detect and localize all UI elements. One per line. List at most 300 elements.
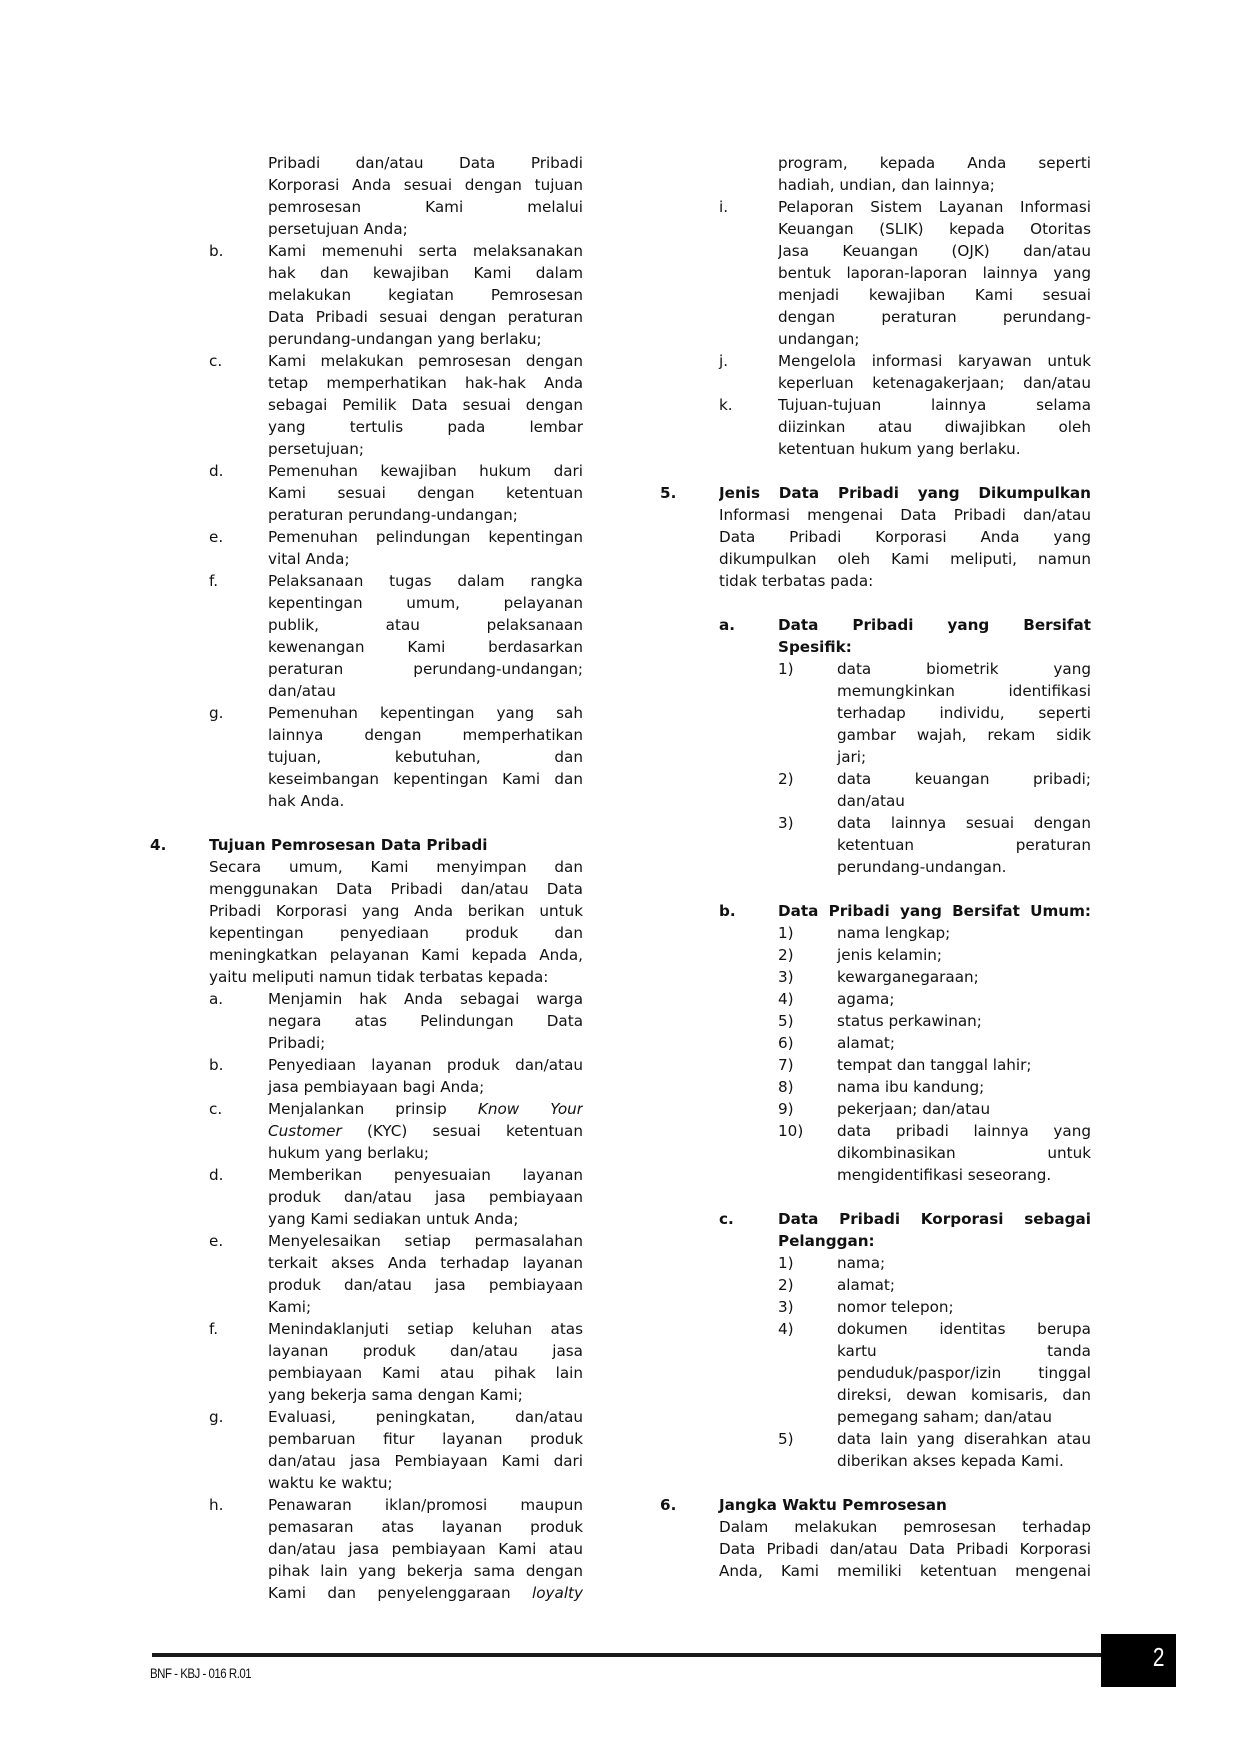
body-text: pekerjaan; dan/atau: [837, 1100, 991, 1118]
text-line: [660, 1384, 1091, 1406]
section-heading: Data Pribadi Korporasi sebagai: [778, 1210, 1091, 1228]
list-item-row: [660, 482, 1091, 504]
section-heading: Spesifik:: [778, 638, 852, 656]
text-line: [150, 680, 583, 702]
list-label: b.: [719, 902, 736, 920]
list-item-row: [660, 944, 1091, 966]
list-item-row: [150, 526, 583, 548]
body-text: Korporasi Anda sesuai dengan tujuan: [268, 176, 583, 194]
body-text: hukum yang berlaku;: [268, 1144, 430, 1162]
text-line: [150, 614, 583, 636]
text-line: [660, 1340, 1091, 1362]
body-text: Secara umum, Kami menyimpan dan: [209, 858, 583, 876]
text-line: [660, 284, 1091, 306]
body-text: penduduk/paspor/izin tinggal: [837, 1364, 1091, 1382]
text-line: [150, 1296, 583, 1318]
text-line: [150, 1010, 583, 1032]
text-line: [660, 834, 1091, 856]
list-item-row: [660, 350, 1091, 372]
text-line: [150, 944, 583, 966]
body-text: memungkinkan identifikasi: [837, 682, 1091, 700]
body-text: Pemenuhan kepentingan yang sah: [268, 704, 583, 722]
text-line: [660, 1362, 1091, 1384]
text-line: [660, 460, 1091, 482]
text-line: [660, 174, 1091, 196]
body-text: direksi, dewan komisaris, dan: [837, 1386, 1091, 1404]
section-heading: Data Pribadi yang Bersifat: [778, 616, 1091, 634]
footer-divider: [152, 1653, 1102, 1657]
text-line: [150, 328, 583, 350]
list-item-row: [150, 1098, 583, 1120]
text-line: [150, 592, 583, 614]
list-item-row: [150, 240, 583, 262]
text-line: [660, 1406, 1091, 1428]
text-line: [150, 306, 583, 328]
text-line: [150, 372, 583, 394]
body-text: produk dan/atau jasa pembiayaan: [268, 1188, 583, 1206]
body-text: yang bekerja sama dengan Kami;: [268, 1386, 523, 1404]
text-line: [660, 1230, 1091, 1252]
body-text: Pelaksanaan tugas dalam rangka: [268, 572, 583, 590]
text-line: [150, 1472, 583, 1494]
list-label: g.: [209, 704, 224, 722]
text-line: [660, 878, 1091, 900]
body-text: Kami melakukan pemrosesan dengan: [268, 352, 583, 370]
list-label: c.: [209, 352, 223, 370]
body-text: menggunakan Data Pribadi dan/atau Data: [209, 880, 583, 898]
text-line: [660, 1472, 1091, 1494]
text-line: [660, 1164, 1091, 1186]
text-line: [660, 1142, 1091, 1164]
body-text: dan/atau jasa Pembiayaan Kami dari: [268, 1452, 583, 1470]
body-text: dengan peraturan perundang-: [778, 308, 1091, 326]
body-text: publik, atau pelaksanaan: [268, 616, 583, 634]
list-item-row: [660, 922, 1091, 944]
body-text: Customer (KYC) sesuai ketentuan: [268, 1122, 583, 1140]
list-label: 4.: [150, 836, 167, 854]
body-text: kewarganegaraan;: [837, 968, 979, 986]
body-text: negara atas Pelindungan Data: [268, 1012, 583, 1030]
text-line: [660, 1538, 1091, 1560]
list-item-row: [660, 1318, 1091, 1340]
list-label: j.: [719, 352, 729, 370]
body-text: Tujuan-tujuan lainnya selama: [778, 396, 1091, 414]
body-text: Data Pribadi sesuai dengan peraturan: [268, 308, 583, 326]
body-text: Pemenuhan kewajiban hukum dari: [268, 462, 583, 480]
body-text: data keuangan pribadi;: [837, 770, 1091, 788]
list-label: 5): [778, 1012, 794, 1030]
body-text: menjadi kewajiban Kami sesuai: [778, 286, 1091, 304]
body-text: Menjamin hak Anda sebagai warga: [268, 990, 583, 1008]
text-line: [660, 262, 1091, 284]
body-text: dan/atau: [268, 682, 336, 700]
text-line: [660, 306, 1091, 328]
body-text: Data Pribadi Korporasi Anda yang: [719, 528, 1091, 546]
body-text: dan/atau jasa pembiayaan Kami atau: [268, 1540, 583, 1558]
body-text: tidak terbatas pada:: [719, 572, 874, 590]
body-text: Mengelola informasi karyawan untuk: [778, 352, 1091, 370]
text-line: [660, 680, 1091, 702]
text-line: [150, 284, 583, 306]
text-line: [150, 724, 583, 746]
text-line: [150, 1186, 583, 1208]
body-text: pemegang saham; dan/atau: [837, 1408, 1052, 1426]
body-text: Menyelesaikan setiap permasalahan: [268, 1232, 583, 1250]
list-item-row: [150, 1318, 583, 1340]
text-line: [150, 416, 583, 438]
body-text: dikombinasikan untuk: [837, 1144, 1091, 1162]
text-line: [150, 548, 583, 570]
body-text: Pribadi Korporasi yang Anda berikan untuk: [209, 902, 583, 920]
body-text: pembiayaan Kami atau pihak lain: [268, 1364, 583, 1382]
list-item-row: [150, 570, 583, 592]
body-text: Menjalankan prinsip Know Your: [268, 1100, 583, 1118]
list-item-row: [660, 768, 1091, 790]
body-text: terhadap individu, seperti: [837, 704, 1091, 722]
body-text: bentuk laporan-laporan lainnya yang: [778, 264, 1091, 282]
section-heading: Pelanggan:: [778, 1232, 875, 1250]
text-line: [150, 218, 583, 240]
text-line: [150, 768, 583, 790]
text-line: [660, 790, 1091, 812]
body-text: yaitu meliputi namun tidak terbatas kepada:: [209, 968, 549, 986]
text-line: [150, 922, 583, 944]
body-text: hak dan kewajiban Kami dalam: [268, 264, 583, 282]
body-text: kepentingan penyediaan produk dan: [209, 924, 583, 942]
text-line: [150, 1582, 583, 1604]
list-label: 6): [778, 1034, 794, 1052]
text-line: [150, 1032, 583, 1054]
body-text: program, kepada Anda seperti: [778, 154, 1091, 172]
body-text: persetujuan;: [268, 440, 364, 458]
text-line: [150, 438, 583, 460]
body-text: status perkawinan;: [837, 1012, 982, 1030]
body-text: data biometrik yang: [837, 660, 1091, 678]
body-text: lainnya dengan memperhatikan: [268, 726, 583, 744]
text-line: [660, 1450, 1091, 1472]
text-line: [660, 548, 1091, 570]
body-text: melakukan kegiatan Pemrosesan: [268, 286, 583, 304]
list-item-row: [660, 1274, 1091, 1296]
text-line: [660, 218, 1091, 240]
body-text: keseimbangan kepentingan Kami dan: [268, 770, 583, 788]
text-line: [150, 152, 583, 174]
body-text: data pribadi lainnya yang: [837, 1122, 1091, 1140]
text-line: [660, 504, 1091, 526]
list-item-row: [660, 1252, 1091, 1274]
body-text: Pelaporan Sistem Layanan Informasi: [778, 198, 1091, 216]
page-number: 2: [1152, 1642, 1164, 1672]
list-label: i.: [719, 198, 729, 216]
body-text: nama lengkap;: [837, 924, 951, 942]
body-text: Memberikan penyesuaian layanan: [268, 1166, 583, 1184]
text-line: [150, 1208, 583, 1230]
text-line: [660, 856, 1091, 878]
body-text: pemasaran atas layanan produk: [268, 1518, 583, 1536]
list-label: g.: [209, 1408, 224, 1426]
body-text: pihak lain yang bekerja sama dengan: [268, 1562, 583, 1580]
body-text: Pemenuhan pelindungan kepentingan: [268, 528, 583, 546]
body-text: meningkatkan pelayanan Kami kepada Anda,: [209, 946, 583, 964]
body-text: ketentuan hukum yang berlaku.: [778, 440, 1021, 458]
body-text: hak Anda.: [268, 792, 345, 810]
list-label: b.: [209, 1056, 224, 1074]
list-label: d.: [209, 462, 224, 480]
list-label: e.: [209, 528, 224, 546]
italic-term: Customer: [268, 1122, 342, 1140]
list-item-row: [660, 394, 1091, 416]
text-line: [660, 152, 1091, 174]
text-line: [660, 416, 1091, 438]
list-label: 6.: [660, 1496, 677, 1514]
body-text: tujuan, kebutuhan, dan: [268, 748, 583, 766]
list-item-row: [660, 900, 1091, 922]
body-text: layanan produk dan/atau jasa: [268, 1342, 583, 1360]
list-item-row: [660, 1098, 1091, 1120]
list-item-row: [660, 966, 1091, 988]
body-text: nama;: [837, 1254, 886, 1272]
list-label: 9): [778, 1100, 794, 1118]
body-text: undangan;: [778, 330, 860, 348]
list-item-row: [660, 988, 1091, 1010]
body-text: produk dan/atau jasa pembiayaan: [268, 1276, 583, 1294]
document-code: BNF - KBJ - 016 R.01: [150, 1665, 252, 1681]
list-item-row: [660, 812, 1091, 834]
list-label: 1): [778, 1254, 794, 1272]
text-line: [660, 438, 1091, 460]
list-label: f.: [209, 1320, 219, 1338]
text-line: [150, 746, 583, 768]
list-label: e.: [209, 1232, 224, 1250]
body-text: diberikan akses kepada Kami.: [837, 1452, 1064, 1470]
body-text: Kami;: [268, 1298, 312, 1316]
body-text: Penyediaan layanan produk dan/atau: [268, 1056, 583, 1074]
text-line: [660, 724, 1091, 746]
body-text: data lain yang diserahkan atau: [837, 1430, 1091, 1448]
body-text: kartu tanda: [837, 1342, 1091, 1360]
body-text: jasa pembiayaan bagi Anda;: [268, 1078, 485, 1096]
text-line: [150, 196, 583, 218]
body-text: Evaluasi, peningkatan, dan/atau: [268, 1408, 583, 1426]
body-text: Dalam melakukan pemrosesan terhadap: [719, 1518, 1091, 1536]
text-line: [150, 1384, 583, 1406]
body-text: jari;: [837, 748, 867, 766]
body-text: peraturan perundang-undangan;: [268, 506, 518, 524]
text-line: [150, 394, 583, 416]
list-label: k.: [719, 396, 733, 414]
text-line: [660, 328, 1091, 350]
text-line: [660, 702, 1091, 724]
body-text: Kami memenuhi serta melaksanakan: [268, 242, 583, 260]
list-label: 5.: [660, 484, 677, 502]
list-label: 3): [778, 814, 794, 832]
text-line: [150, 1538, 583, 1560]
body-text: data lainnya sesuai dengan: [837, 814, 1091, 832]
text-line: [150, 856, 583, 878]
body-text: perundang-undangan yang berlaku;: [268, 330, 542, 348]
body-text: mengidentifikasi seseorang.: [837, 1166, 1052, 1184]
body-text: kepentingan umum, pelayanan: [268, 594, 583, 612]
body-text: peraturan perundang-undangan;: [268, 660, 583, 678]
list-item-row: [150, 460, 583, 482]
list-item-row: [150, 1230, 583, 1252]
list-label: a.: [209, 990, 224, 1008]
body-text: pembaruan fitur layanan produk: [268, 1430, 583, 1448]
text-line: [150, 1120, 583, 1142]
list-item-row: [660, 1296, 1091, 1318]
list-item-row: [660, 1032, 1091, 1054]
right-column: [660, 152, 1091, 1582]
list-item-row: [150, 834, 583, 856]
body-text: Informasi mengenai Data Pribadi dan/atau: [719, 506, 1091, 524]
text-line: [150, 878, 583, 900]
text-line: [150, 636, 583, 658]
body-text: gambar wajah, rekam sidik: [837, 726, 1091, 744]
text-line: [660, 240, 1091, 262]
list-item-row: [660, 614, 1091, 636]
body-text: nama ibu kandung;: [837, 1078, 985, 1096]
body-text: persetujuan Anda;: [268, 220, 408, 238]
text-line: [150, 1142, 583, 1164]
list-label: c.: [719, 1210, 734, 1228]
body-text: Penawaran iklan/promosi maupun: [268, 1496, 583, 1514]
list-label: 2): [778, 1276, 794, 1294]
list-item-row: [660, 1428, 1091, 1450]
list-label: 4): [778, 1320, 794, 1338]
italic-term: Know Your: [477, 1100, 583, 1118]
list-label: b.: [209, 242, 224, 260]
list-label: 1): [778, 660, 794, 678]
list-label: 5): [778, 1430, 794, 1448]
body-text: agama;: [837, 990, 895, 1008]
text-line: [660, 1186, 1091, 1208]
body-text: Pribadi;: [268, 1034, 326, 1052]
text-line: [660, 1516, 1091, 1538]
body-text: dan/atau: [837, 792, 905, 810]
list-item-row: [660, 196, 1091, 218]
body-text: dikumpulkan oleh Kami meliputi, namun: [719, 550, 1091, 568]
body-text: jenis kelamin;: [837, 946, 943, 964]
text-line: [150, 900, 583, 922]
body-text: vital Anda;: [268, 550, 350, 568]
list-label: 7): [778, 1056, 794, 1074]
section-heading: Data Pribadi yang Bersifat Umum:: [778, 902, 1091, 920]
text-line: [150, 1450, 583, 1472]
text-line: [660, 592, 1091, 614]
list-item-row: [150, 1054, 583, 1076]
list-label: a.: [719, 616, 736, 634]
body-text: alamat;: [837, 1034, 896, 1052]
body-text: perundang-undangan.: [837, 858, 1007, 876]
left-column: [150, 152, 583, 1604]
list-label: 2): [778, 946, 794, 964]
body-text: tetap memperhatikan hak-hak Anda: [268, 374, 583, 392]
list-label: 3): [778, 1298, 794, 1316]
text-line: [660, 526, 1091, 548]
list-item-row: [150, 350, 583, 372]
body-text: tempat dan tanggal lahir;: [837, 1056, 1032, 1074]
italic-term: loyalty: [532, 1584, 583, 1602]
text-line: [150, 658, 583, 680]
body-text: yang Kami sediakan untuk Anda;: [268, 1210, 519, 1228]
text-line: [660, 1560, 1091, 1582]
text-line: [660, 372, 1091, 394]
body-text: diizinkan atau diwajibkan oleh: [778, 418, 1091, 436]
list-label: 1): [778, 924, 794, 942]
body-text: hadiah, undian, dan lainnya;: [778, 176, 995, 194]
text-line: [150, 504, 583, 526]
body-text: Jasa Keuangan (OJK) dan/atau: [778, 242, 1091, 260]
list-label: d.: [209, 1166, 224, 1184]
text-line: [660, 636, 1091, 658]
body-text: pemrosesan Kami melalui: [268, 198, 583, 216]
body-text: waktu ke waktu;: [268, 1474, 393, 1492]
text-line: [150, 1560, 583, 1582]
list-label: c.: [209, 1100, 223, 1118]
list-item-row: [150, 1164, 583, 1186]
text-line: [150, 262, 583, 284]
list-label: 2): [778, 770, 794, 788]
list-label: 10): [778, 1122, 804, 1140]
list-item-row: [660, 1054, 1091, 1076]
body-text: kewenangan Kami berdasarkan: [268, 638, 583, 656]
text-line: [150, 966, 583, 988]
list-label: h.: [209, 1496, 224, 1514]
section-heading: Jenis Data Pribadi yang Dikumpulkan: [719, 484, 1091, 502]
page-number-box: [1101, 1634, 1176, 1687]
body-text: Kami sesuai dengan ketentuan: [268, 484, 583, 502]
body-text: yang tertulis pada lembar: [268, 418, 583, 436]
text-line: [150, 1076, 583, 1098]
body-text: keperluan ketenagakerjaan; dan/atau: [778, 374, 1091, 392]
text-line: [150, 812, 583, 834]
list-label: 3): [778, 968, 794, 986]
body-text: nomor telepon;: [837, 1298, 954, 1316]
body-text: dokumen identitas berupa: [837, 1320, 1091, 1338]
text-line: [150, 790, 583, 812]
list-label: 4): [778, 990, 794, 1008]
list-item-row: [660, 1208, 1091, 1230]
list-item-row: [660, 658, 1091, 680]
list-item-row: [150, 702, 583, 724]
body-text: Kami dan penyelenggaraan loyalty: [268, 1584, 583, 1602]
text-line: [150, 174, 583, 196]
text-line: [150, 1274, 583, 1296]
list-item-row: [660, 1076, 1091, 1098]
body-text: terkait akses Anda terhadap layanan: [268, 1254, 583, 1272]
body-text: ketentuan peraturan: [837, 836, 1091, 854]
body-text: Menindaklanjuti setiap keluhan atas: [268, 1320, 583, 1338]
text-line: [660, 746, 1091, 768]
list-item-row: [150, 1494, 583, 1516]
body-text: Data Pribadi dan/atau Data Pribadi Korporasi: [719, 1540, 1091, 1558]
text-line: [150, 482, 583, 504]
section-heading: Jangka Waktu Pemrosesan: [719, 1496, 947, 1514]
list-item-row: [660, 1010, 1091, 1032]
list-label: 8): [778, 1078, 794, 1096]
text-line: [150, 1428, 583, 1450]
body-text: Anda, Kami memiliki ketentuan mengenai: [719, 1562, 1091, 1580]
list-item-row: [150, 1406, 583, 1428]
list-item-row: [660, 1494, 1091, 1516]
text-line: [150, 1362, 583, 1384]
text-line: [150, 1252, 583, 1274]
text-line: [150, 1516, 583, 1538]
body-text: alamat;: [837, 1276, 896, 1294]
section-heading: Tujuan Pemrosesan Data Pribadi: [209, 836, 488, 854]
body-text: Keuangan (SLIK) kepada Otoritas: [778, 220, 1091, 238]
body-text: sebagai Pemilik Data sesuai dengan: [268, 396, 583, 414]
